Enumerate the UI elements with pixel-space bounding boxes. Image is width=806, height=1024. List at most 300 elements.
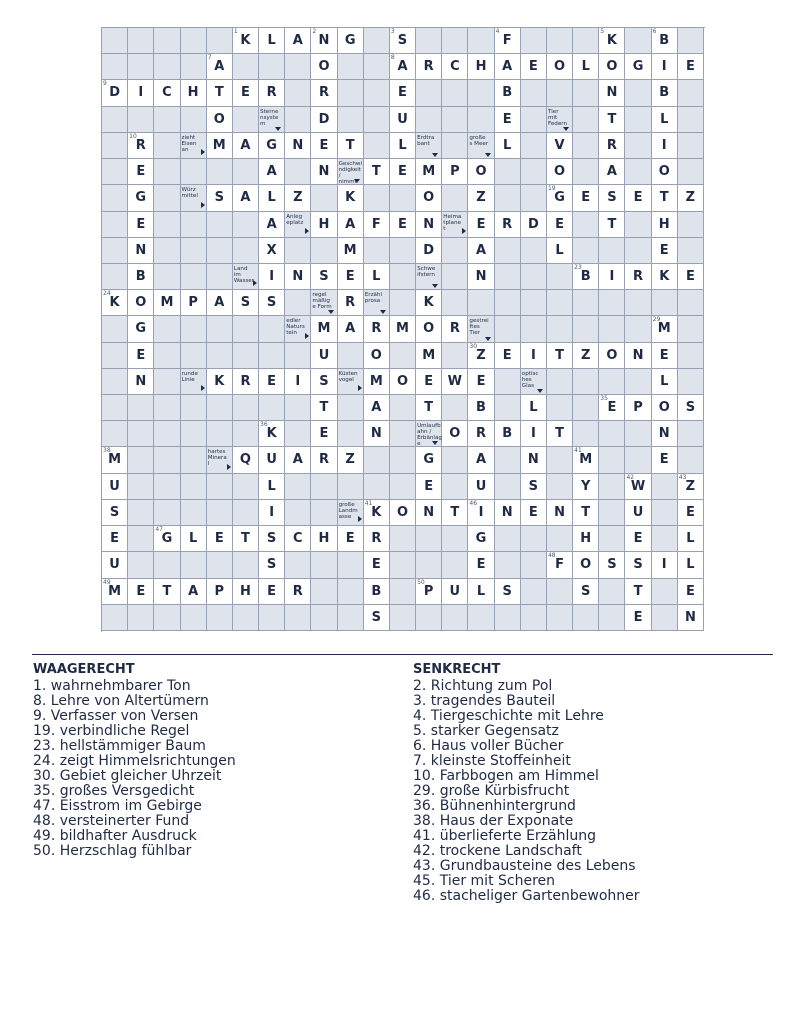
grid-cell-empty <box>390 238 416 264</box>
grid-cell-letter[interactable] <box>390 316 416 342</box>
grid-cell-letter[interactable] <box>416 238 442 264</box>
cell-letter: N <box>684 609 696 625</box>
grid-cell-letter[interactable] <box>233 185 259 211</box>
grid-cell-letter[interactable] <box>233 369 259 395</box>
grid-cell-letter[interactable] <box>468 579 494 605</box>
cell-letter: R <box>292 583 303 599</box>
cell-letter: Z <box>476 347 486 363</box>
grid-cell-letter[interactable] <box>521 500 547 526</box>
grid-cell-letter[interactable] <box>573 185 599 211</box>
grid-cell-letter[interactable] <box>311 212 337 238</box>
grid-cell-empty <box>573 238 599 264</box>
grid-cell-letter[interactable] <box>547 343 573 369</box>
grid-cell-letter[interactable] <box>547 421 573 447</box>
grid-cell-letter[interactable] <box>547 238 573 264</box>
grid-cell-letter[interactable] <box>390 28 416 54</box>
grid-cell-letter[interactable] <box>547 133 573 159</box>
grid-cell-letter[interactable] <box>364 552 390 578</box>
grid-cell-letter[interactable] <box>468 552 494 578</box>
grid-cell-letter[interactable] <box>285 526 311 552</box>
grid-cell-letter[interactable] <box>259 290 285 316</box>
grid-cell-letter[interactable] <box>233 80 259 106</box>
grid-cell-letter[interactable] <box>468 212 494 238</box>
inline-clue-text: Schwe ifstern <box>417 265 436 278</box>
grid-cell-empty <box>416 526 442 552</box>
grid-cell-letter[interactable] <box>678 474 704 500</box>
grid-cell-letter[interactable] <box>338 238 364 264</box>
grid-cell-letter[interactable] <box>678 185 704 211</box>
grid-cell-letter[interactable] <box>599 28 625 54</box>
grid-cell-letter[interactable] <box>128 159 154 185</box>
grid-cell-letter[interactable] <box>652 107 678 133</box>
grid-cell-letter[interactable] <box>259 474 285 500</box>
grid-cell-letter[interactable] <box>416 369 442 395</box>
grid-cell-letter[interactable] <box>547 552 573 578</box>
grid-cell-letter[interactable] <box>625 343 651 369</box>
grid-cell-letter[interactable] <box>259 28 285 54</box>
cell-letter: G <box>475 531 487 547</box>
grid-cell-clue <box>364 290 390 316</box>
cell-letter: O <box>396 373 409 389</box>
grid-cell-letter[interactable] <box>416 395 442 421</box>
grid-cell-letter[interactable] <box>468 447 494 473</box>
grid-cell-letter[interactable] <box>468 526 494 552</box>
cell-letter: G <box>266 137 277 153</box>
grid-cell-letter[interactable] <box>364 526 390 552</box>
grid-cell-letter[interactable] <box>364 579 390 605</box>
grid-cell-letter[interactable] <box>495 54 521 80</box>
grid-cell-letter[interactable] <box>233 526 259 552</box>
grid-cell-empty <box>128 28 154 54</box>
grid-cell-letter[interactable] <box>128 264 154 290</box>
grid-cell-letter[interactable] <box>102 474 128 500</box>
grid-cell-letter[interactable] <box>338 526 364 552</box>
grid-cell-letter[interactable] <box>128 579 154 605</box>
cell-letter: T <box>319 400 329 416</box>
cell-letter: A <box>606 164 617 180</box>
grid-cell-letter[interactable] <box>338 316 364 342</box>
grid-cell-letter[interactable] <box>468 500 494 526</box>
grid-cell-letter[interactable] <box>338 447 364 473</box>
cell-letter: M <box>657 321 671 337</box>
grid-cell-letter[interactable] <box>678 579 704 605</box>
grid-cell-letter[interactable] <box>390 212 416 238</box>
grid-cell-letter[interactable] <box>652 54 678 80</box>
across-clue: 35. großes Versgedicht <box>33 783 195 799</box>
cell-letter: E <box>110 531 120 547</box>
grid-cell-letter[interactable] <box>128 238 154 264</box>
grid-cell-letter[interactable] <box>233 28 259 54</box>
grid-cell-letter[interactable] <box>599 54 625 80</box>
grid-cell-letter[interactable] <box>128 369 154 395</box>
down-clue: 45. Tier mit Scheren <box>413 873 556 889</box>
inline-clue-text: zieht Eisen an <box>181 134 197 153</box>
grid-cell-letter[interactable] <box>390 54 416 80</box>
grid-cell-letter[interactable] <box>390 159 416 185</box>
grid-cell-letter[interactable] <box>102 447 128 473</box>
grid-cell-letter[interactable] <box>468 54 494 80</box>
grid-cell-letter[interactable] <box>311 526 337 552</box>
grid-cell-letter[interactable] <box>678 552 704 578</box>
grid-cell-letter[interactable] <box>468 159 494 185</box>
grid-cell-letter[interactable] <box>652 369 678 395</box>
grid-cell-letter[interactable] <box>573 579 599 605</box>
grid-cell-clue <box>442 212 468 238</box>
grid-cell-letter[interactable] <box>442 579 468 605</box>
grid-cell-letter[interactable] <box>652 28 678 54</box>
cell-letter: X <box>266 242 277 258</box>
grid-cell-letter[interactable] <box>573 474 599 500</box>
grid-cell-letter[interactable] <box>625 54 651 80</box>
grid-cell-letter[interactable] <box>468 395 494 421</box>
grid-cell-letter[interactable] <box>652 552 678 578</box>
grid-cell-letter[interactable] <box>285 369 311 395</box>
grid-cell-letter[interactable] <box>652 159 678 185</box>
grid-cell-letter[interactable] <box>678 264 704 290</box>
grid-cell-letter[interactable] <box>625 500 651 526</box>
grid-cell-letter[interactable] <box>442 421 468 447</box>
grid-cell-letter[interactable] <box>259 421 285 447</box>
grid-cell-letter[interactable] <box>285 133 311 159</box>
grid-cell-letter[interactable] <box>233 290 259 316</box>
grid-cell-letter[interactable] <box>442 500 468 526</box>
grid-cell-letter[interactable] <box>207 185 233 211</box>
grid-cell-letter[interactable] <box>128 80 154 106</box>
grid-cell-letter[interactable] <box>599 185 625 211</box>
grid-cell-letter[interactable] <box>678 54 704 80</box>
grid-cell-letter[interactable] <box>652 238 678 264</box>
grid-cell-letter[interactable] <box>573 500 599 526</box>
grid-cell-letter[interactable] <box>652 395 678 421</box>
grid-cell-letter[interactable] <box>599 343 625 369</box>
cell-letter: E <box>345 268 355 284</box>
grid-cell-letter[interactable] <box>311 343 337 369</box>
grid-cell-letter[interactable] <box>652 212 678 238</box>
grid-cell-letter[interactable] <box>390 369 416 395</box>
grid-cell-letter[interactable] <box>128 212 154 238</box>
grid-cell-letter[interactable] <box>102 500 128 526</box>
grid-cell-letter[interactable] <box>259 500 285 526</box>
grid-cell-letter[interactable] <box>128 185 154 211</box>
grid-cell-letter[interactable] <box>259 212 285 238</box>
grid-cell-letter[interactable] <box>495 80 521 106</box>
grid-cell-letter[interactable] <box>547 500 573 526</box>
across-clue: 30. Gebiet gleicher Uhrzeit <box>33 768 222 784</box>
grid-cell-letter[interactable] <box>102 290 128 316</box>
grid-cell-letter[interactable] <box>495 579 521 605</box>
grid-cell-letter[interactable] <box>207 107 233 133</box>
grid-cell-letter[interactable] <box>495 500 521 526</box>
grid-cell-letter[interactable] <box>521 343 547 369</box>
grid-cell-letter[interactable] <box>311 28 337 54</box>
grid-cell-empty <box>678 290 704 316</box>
grid-cell-empty <box>154 238 180 264</box>
grid-cell-letter[interactable] <box>259 447 285 473</box>
grid-cell-letter[interactable] <box>181 80 207 106</box>
grid-cell-letter[interactable] <box>233 133 259 159</box>
grid-cell-letter[interactable] <box>625 579 651 605</box>
grid-cell-letter[interactable] <box>495 343 521 369</box>
grid-cell-empty <box>259 343 285 369</box>
grid-cell-letter[interactable] <box>311 421 337 447</box>
grid-cell-letter[interactable] <box>181 290 207 316</box>
grid-cell-empty <box>390 579 416 605</box>
clue-number: 3 <box>390 28 395 35</box>
grid-cell-letter[interactable] <box>259 526 285 552</box>
grid-cell-letter[interactable] <box>468 343 494 369</box>
grid-cell-letter[interactable] <box>154 290 180 316</box>
cell-letter: A <box>266 216 277 232</box>
grid-cell-letter[interactable] <box>128 133 154 159</box>
grid-cell-letter[interactable] <box>599 212 625 238</box>
grid-cell-letter[interactable] <box>495 133 521 159</box>
grid-cell-letter[interactable] <box>678 395 704 421</box>
grid-cell-letter[interactable] <box>625 264 651 290</box>
grid-cell-letter[interactable] <box>154 80 180 106</box>
grid-cell-letter[interactable] <box>364 369 390 395</box>
grid-cell-letter[interactable] <box>154 526 180 552</box>
grid-cell-letter[interactable] <box>599 264 625 290</box>
grid-cell-letter[interactable] <box>154 579 180 605</box>
grid-cell-empty <box>390 552 416 578</box>
grid-cell-letter[interactable] <box>338 133 364 159</box>
grid-cell-letter[interactable] <box>652 421 678 447</box>
grid-cell-letter[interactable] <box>207 369 233 395</box>
grid-cell-letter[interactable] <box>652 80 678 106</box>
grid-cell-letter[interactable] <box>468 474 494 500</box>
grid-cell-letter[interactable] <box>599 395 625 421</box>
grid-cell-empty <box>128 107 154 133</box>
grid-cell-letter[interactable] <box>390 80 416 106</box>
grid-cell-letter[interactable] <box>652 133 678 159</box>
grid-cell-letter[interactable] <box>652 447 678 473</box>
grid-cell-letter[interactable] <box>102 552 128 578</box>
cell-letter: O <box>580 557 592 573</box>
grid-cell-letter[interactable] <box>573 526 599 552</box>
grid-cell-letter[interactable] <box>102 80 128 106</box>
grid-cell-letter[interactable] <box>547 159 573 185</box>
grid-cell-empty <box>102 28 128 54</box>
grid-cell-letter[interactable] <box>442 159 468 185</box>
grid-cell-letter[interactable] <box>625 395 651 421</box>
grid-cell-letter[interactable] <box>102 579 128 605</box>
cell-letter: I <box>138 85 144 101</box>
grid-cell-letter[interactable] <box>285 264 311 290</box>
grid-cell-letter[interactable] <box>364 212 390 238</box>
cell-letter: S <box>319 268 329 284</box>
grid-cell-letter[interactable] <box>207 579 233 605</box>
grid-cell-letter[interactable] <box>285 185 311 211</box>
grid-cell-letter[interactable] <box>128 290 154 316</box>
grid-cell-letter[interactable] <box>364 343 390 369</box>
grid-cell-letter[interactable] <box>364 159 390 185</box>
grid-cell-letter[interactable] <box>207 80 233 106</box>
grid-cell-letter[interactable] <box>338 185 364 211</box>
grid-cell-letter[interactable] <box>678 526 704 552</box>
grid-cell-letter[interactable] <box>625 605 651 631</box>
grid-cell-empty <box>285 290 311 316</box>
grid-cell-letter[interactable] <box>338 28 364 54</box>
cell-letter: K <box>214 373 225 389</box>
grid-cell-letter[interactable] <box>390 133 416 159</box>
grid-cell-letter[interactable] <box>416 447 442 473</box>
grid-cell-letter[interactable] <box>285 447 311 473</box>
grid-cell-letter[interactable] <box>364 395 390 421</box>
grid-cell-letter[interactable] <box>521 54 547 80</box>
grid-cell-letter[interactable] <box>416 185 442 211</box>
grid-cell-letter[interactable] <box>442 54 468 80</box>
grid-cell-letter[interactable] <box>495 107 521 133</box>
grid-cell-letter[interactable] <box>311 447 337 473</box>
grid-cell-letter[interactable] <box>416 579 442 605</box>
grid-cell-letter[interactable] <box>259 238 285 264</box>
grid-cell-letter[interactable] <box>599 80 625 106</box>
grid-cell-letter[interactable] <box>311 54 337 80</box>
grid-cell-empty <box>128 605 154 631</box>
grid-cell-letter[interactable] <box>521 395 547 421</box>
grid-cell-letter[interactable] <box>625 474 651 500</box>
grid-cell-empty <box>102 54 128 80</box>
grid-cell-letter[interactable] <box>181 579 207 605</box>
grid-cell-letter[interactable] <box>547 212 573 238</box>
grid-cell-letter[interactable] <box>259 264 285 290</box>
grid-cell-letter[interactable] <box>364 500 390 526</box>
grid-cell-letter[interactable] <box>521 447 547 473</box>
grid-cell-letter[interactable] <box>652 185 678 211</box>
grid-cell-letter[interactable] <box>311 264 337 290</box>
grid-cell-letter[interactable] <box>259 579 285 605</box>
grid-cell-letter[interactable] <box>338 212 364 238</box>
cell-letter: E <box>136 216 146 232</box>
grid-cell-letter[interactable] <box>521 421 547 447</box>
grid-cell-letter[interactable] <box>547 54 573 80</box>
grid-cell-letter[interactable] <box>495 212 521 238</box>
grid-cell-empty <box>207 212 233 238</box>
grid-cell-clue <box>181 185 207 211</box>
grid-cell-empty <box>207 395 233 421</box>
grid-cell-letter[interactable] <box>547 185 573 211</box>
grid-cell-letter[interactable] <box>390 107 416 133</box>
grid-cell-letter[interactable] <box>128 316 154 342</box>
grid-cell-letter[interactable] <box>625 552 651 578</box>
cell-letter: N <box>292 268 304 284</box>
grid-cell-letter[interactable] <box>259 133 285 159</box>
cell-letter: O <box>658 164 670 180</box>
grid-cell-letter[interactable] <box>468 264 494 290</box>
grid-cell-letter[interactable] <box>678 500 704 526</box>
grid-cell-letter[interactable] <box>207 54 233 80</box>
grid-cell-letter[interactable] <box>207 526 233 552</box>
grid-cell-letter[interactable] <box>468 185 494 211</box>
grid-cell-letter[interactable] <box>364 316 390 342</box>
grid-cell-letter[interactable] <box>416 474 442 500</box>
grid-cell-letter[interactable] <box>102 526 128 552</box>
grid-cell-letter[interactable] <box>468 238 494 264</box>
grid-cell-letter[interactable] <box>573 447 599 473</box>
grid-cell-letter[interactable] <box>468 421 494 447</box>
grid-cell-empty <box>468 290 494 316</box>
grid-cell-letter[interactable] <box>495 421 521 447</box>
grid-cell-letter[interactable] <box>311 159 337 185</box>
grid-cell-letter[interactable] <box>416 500 442 526</box>
grid-cell-letter[interactable] <box>599 107 625 133</box>
grid-cell-letter[interactable] <box>364 421 390 447</box>
grid-cell-letter[interactable] <box>573 264 599 290</box>
grid-cell-letter[interactable] <box>625 185 651 211</box>
grid-cell-letter[interactable] <box>442 369 468 395</box>
grid-cell-letter[interactable] <box>521 212 547 238</box>
grid-cell-letter[interactable] <box>259 369 285 395</box>
grid-cell-empty <box>678 133 704 159</box>
clue-number: 23 <box>574 263 582 271</box>
grid-cell-letter[interactable] <box>573 343 599 369</box>
grid-cell-letter[interactable] <box>678 605 704 631</box>
grid-cell-letter[interactable] <box>599 552 625 578</box>
grid-cell-letter[interactable] <box>311 395 337 421</box>
grid-cell-letter[interactable] <box>521 474 547 500</box>
grid-cell-letter[interactable] <box>311 80 337 106</box>
cell-letter: H <box>187 85 199 101</box>
cell-letter: H <box>240 583 251 599</box>
grid-cell-letter[interactable] <box>311 133 337 159</box>
grid-cell-letter[interactable] <box>416 343 442 369</box>
grid-cell-letter[interactable] <box>625 526 651 552</box>
grid-cell-letter[interactable] <box>442 316 468 342</box>
grid-cell-letter[interactable] <box>207 133 233 159</box>
grid-cell-letter[interactable] <box>364 605 390 631</box>
grid-cell-letter[interactable] <box>259 185 285 211</box>
grid-cell-letter[interactable] <box>207 290 233 316</box>
grid-cell-letter[interactable] <box>573 552 599 578</box>
grid-cell-letter[interactable] <box>416 316 442 342</box>
grid-cell-letter[interactable] <box>285 28 311 54</box>
grid-cell-letter[interactable] <box>259 80 285 106</box>
grid-cell-letter[interactable] <box>311 316 337 342</box>
grid-cell-letter[interactable] <box>468 369 494 395</box>
arrow-down-icon <box>432 153 438 157</box>
grid-cell-letter[interactable] <box>599 133 625 159</box>
grid-cell-letter[interactable] <box>259 552 285 578</box>
grid-cell-letter[interactable] <box>416 54 442 80</box>
cell-letter: N <box>606 85 618 101</box>
grid-cell-letter[interactable] <box>338 264 364 290</box>
grid-cell-letter[interactable] <box>364 264 390 290</box>
grid-cell-letter[interactable] <box>495 28 521 54</box>
grid-cell-letter[interactable] <box>259 159 285 185</box>
grid-cell-letter[interactable] <box>311 107 337 133</box>
grid-cell-letter[interactable] <box>416 159 442 185</box>
cell-letter: O <box>606 347 618 363</box>
grid-cell-empty <box>102 264 128 290</box>
grid-cell-letter[interactable] <box>233 447 259 473</box>
grid-cell-letter[interactable] <box>416 212 442 238</box>
grid-cell-letter[interactable] <box>128 343 154 369</box>
grid-cell-letter[interactable] <box>652 264 678 290</box>
grid-cell-letter[interactable] <box>338 290 364 316</box>
grid-cell-letter[interactable] <box>233 579 259 605</box>
grid-cell-letter[interactable] <box>181 526 207 552</box>
grid-cell-letter[interactable] <box>599 159 625 185</box>
grid-cell-letter[interactable] <box>390 500 416 526</box>
grid-cell-empty <box>442 107 468 133</box>
grid-cell-letter[interactable] <box>652 316 678 342</box>
grid-cell-letter[interactable] <box>573 54 599 80</box>
cell-letter: M <box>160 295 174 311</box>
grid-cell-letter[interactable] <box>416 290 442 316</box>
grid-cell-letter[interactable] <box>652 343 678 369</box>
grid-cell-letter[interactable] <box>285 579 311 605</box>
grid-cell-letter[interactable] <box>311 369 337 395</box>
